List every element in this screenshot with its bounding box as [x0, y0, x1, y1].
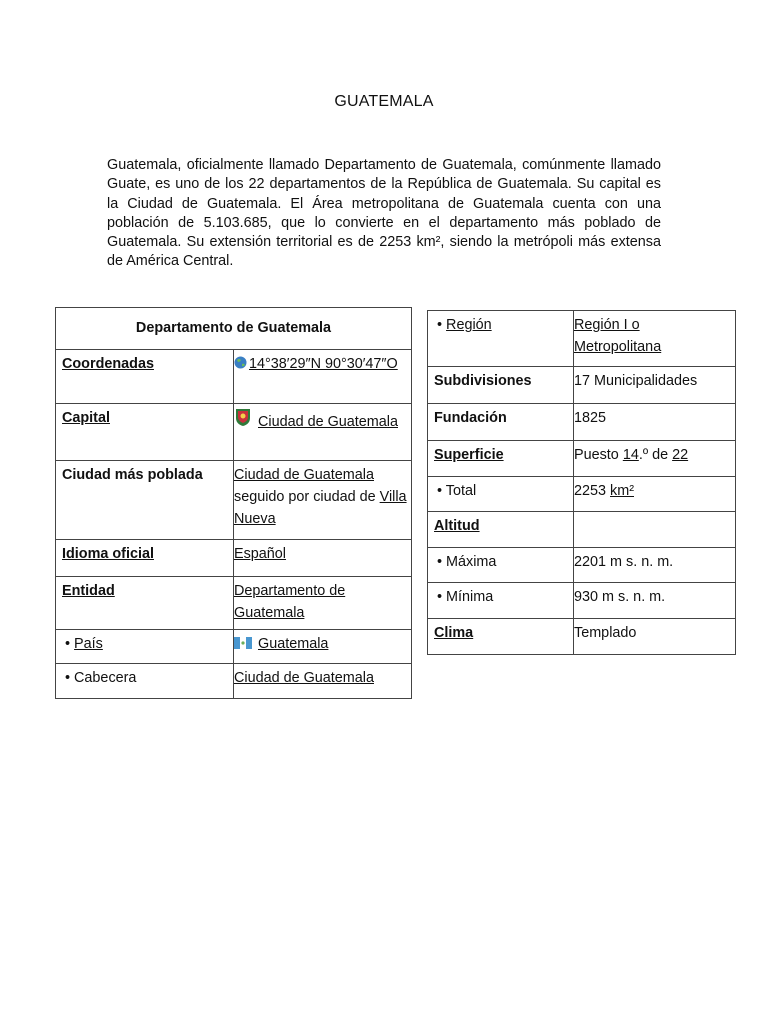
- pais-value-cell: [234, 630, 412, 664]
- pais-bullet: •: [65, 636, 75, 652]
- fundacion-label-cell: [428, 404, 574, 441]
- maxima-value: 2201 m s. n. m.: [574, 554, 674, 570]
- superficie-prefix: Puesto: [574, 447, 623, 463]
- region-label-cell: [428, 311, 574, 367]
- page-title: GUATEMALA: [334, 93, 434, 110]
- infobox-region: [427, 310, 736, 655]
- superficie-label-cell: [428, 441, 574, 477]
- idioma-value[interactable]: Español: [234, 546, 287, 562]
- clima-value: Templado: [574, 625, 637, 641]
- maxima-label-cell: [428, 548, 574, 583]
- cabecera-value[interactable]: Ciudad de Guatemala: [234, 670, 374, 686]
- globe-icon: [234, 356, 247, 369]
- clima-label-cell: [428, 619, 574, 655]
- superficie-value-cell: [574, 441, 736, 477]
- coat-of-arms-icon: [234, 407, 252, 427]
- intro-paragraph: Guatemala, oficialmente llamado Departamento de Guatemala, comúnmente llamado Guate, es uno de los 22 departamentos de la República de Guatemala. Su capital es la Ciudad de Guatemala. El Área metropolitana de Guatemala cuenta con una población de 5.103.685, que lo convierte en el departamento más poblado de Guatemala. Su extensión territorial es de 2253 km², siendo la metrópoli más extensa de América Central.: [107, 157, 661, 270]
- fundacion-value-cell: [574, 404, 736, 441]
- capital-label-cell: [56, 404, 234, 461]
- fundacion-value: 1825: [574, 410, 607, 426]
- total-unit-link[interactable]: km²: [610, 483, 634, 499]
- altitud-value-cell: [574, 512, 736, 548]
- clima-link[interactable]: Clima: [434, 625, 474, 641]
- guatemala-flag-icon: [234, 637, 252, 649]
- cabecera-label: • Cabecera: [65, 670, 137, 686]
- altitud-link[interactable]: Altitud: [434, 518, 480, 534]
- maxima-label: • Máxima: [437, 554, 497, 570]
- infobox-header: Departamento de Guatemala: [56, 308, 412, 350]
- total-number: 2253: [574, 483, 611, 499]
- minima-label-cell: [428, 583, 574, 619]
- subdivisiones-label-cell: [428, 367, 574, 404]
- capital-value-cell: [234, 404, 412, 461]
- capital-value[interactable]: Ciudad de Guatemala: [258, 414, 398, 430]
- total-value-cell: [574, 477, 736, 512]
- total-label: • Total: [437, 483, 477, 499]
- idioma-link[interactable]: Idioma oficial: [62, 546, 154, 562]
- minima-label: • Mínima: [437, 589, 494, 605]
- minima-value-cell: [574, 583, 736, 619]
- total-label-cell: [428, 477, 574, 512]
- ciudad-link-villa-nueva[interactable]: Villa Nueva: [234, 489, 407, 527]
- subdivisiones-value-cell: [574, 367, 736, 404]
- region-value-cell: [574, 311, 736, 367]
- region-bullet: •: [437, 317, 447, 333]
- coordenadas-link[interactable]: Coordenadas: [62, 356, 154, 372]
- capital-link[interactable]: Capital: [62, 410, 110, 426]
- region-link[interactable]: Región: [446, 317, 492, 333]
- maxima-value-cell: [574, 548, 736, 583]
- pais-link[interactable]: País: [74, 636, 103, 652]
- idioma-label-cell: [56, 540, 234, 577]
- altitud-label-cell: [428, 512, 574, 548]
- cabecera-value-cell: [234, 664, 412, 699]
- ciudad-label: Ciudad más poblada: [62, 467, 203, 483]
- coordenadas-value-cell: [234, 350, 412, 404]
- subdivisiones-value: 17 Municipalidades: [574, 373, 698, 389]
- superficie-link[interactable]: Superficie: [434, 447, 504, 463]
- coordenadas-value[interactable]: 14°38′29″N 90°30′47″O: [249, 356, 398, 372]
- ciudad-label-cell: [56, 461, 234, 540]
- entidad-link[interactable]: Entidad: [62, 583, 115, 599]
- clima-value-cell: [574, 619, 736, 655]
- superficie-total-link[interactable]: 22: [672, 447, 689, 463]
- entidad-value-cell: [234, 577, 412, 630]
- subdivisiones-label: Subdivisiones: [434, 373, 532, 389]
- ciudad-connector: seguido por ciudad de: [234, 489, 380, 505]
- infobox-departamento: [55, 307, 412, 699]
- pais-label-cell: [56, 630, 234, 664]
- pais-value[interactable]: Guatemala: [258, 636, 329, 652]
- ciudad-link-guatemala[interactable]: Ciudad de Guatemala: [234, 467, 374, 483]
- superficie-connector: .º de: [638, 447, 673, 463]
- coordenadas-label-cell: [56, 350, 234, 404]
- ciudad-value-cell: [234, 461, 412, 540]
- superficie-rank-link[interactable]: 14: [622, 447, 639, 463]
- minima-value: 930 m s. n. m.: [574, 589, 666, 605]
- entidad-label-cell: [56, 577, 234, 630]
- entidad-value[interactable]: Departamento de Guatemala: [234, 583, 346, 621]
- fundacion-label: Fundación: [434, 410, 507, 426]
- region-value[interactable]: Región I o Metropolitana: [574, 317, 662, 355]
- cabecera-label-cell: [56, 664, 234, 699]
- idioma-value-cell: [234, 540, 412, 577]
